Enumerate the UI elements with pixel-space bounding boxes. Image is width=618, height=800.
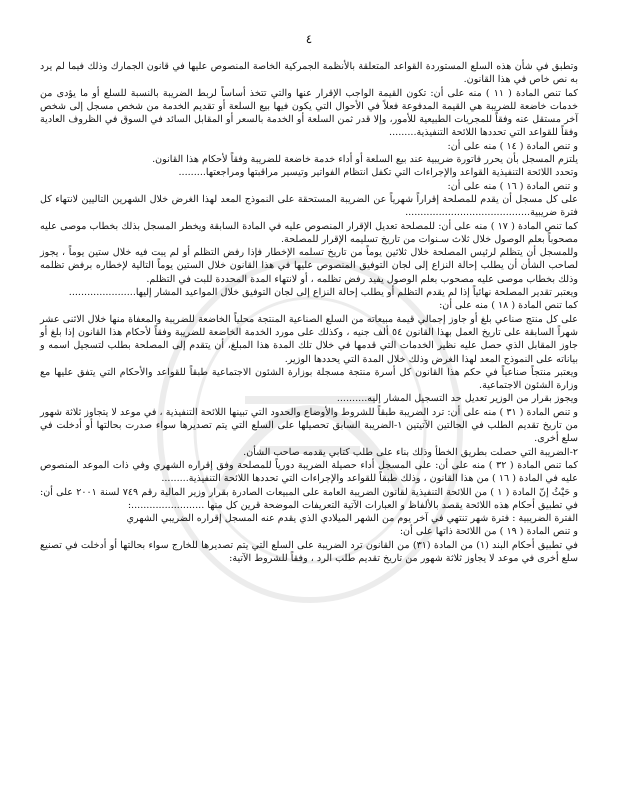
document-body — [40, 60, 578, 565]
paragraph: و تنص المادة ( ٣١ ) منه على أن: ترد الضريبة طبقاً للشروط والأوضاع والحدود التي تبينها اللائحة التنفيذية ، في موعد لا يتجاوز ثلاثة شهور من تاريخ تقديم الطلب في الحالتين الآتيتين ١-الضريبة السابق تحصيلها على السلع التي يتم تصديرها سواء صدرت بحالتها أو أدخلت في سلع أخرى. — [40, 406, 578, 445]
paragraph: وتطبق في شأن هذه السلع المستوردة القواعد المتعلقة بالأنظمة الجمركية الخاصة المنصوص عليها في قانون الجمارك وذلك فيما لم يرد به نص خاص في هذا القانون. — [40, 61, 578, 86]
paragraph: على كل منتج صناعي بلغ أو جاوز إجمالي قيمة مبيعاته من السلع الصناعية المنتجة محلياً الخاضعة للضريبة والمعفاة منها خلال الاثنى عشر شهراً السابقة على تاريخ العمل بهذا القانون ٥٤ ألف جنيه ، وكذلك على مورد الخدمة الخاضعة للضريبة وفقاً لأحكام هذا القانون إذا بلغ أو جاوز المقابل الذي حصل عليه نظير الخدمات التي قدمها في خلال تلك المدة هذا المبلغ، أن يتقدم إلى المصلحة بطلب لتسجيل اسمه و بياناته على النموذج المعد لهذا الغرض وذلك خلال المدة التي يحددها الوزير. — [40, 313, 578, 365]
paragraph: و تنص المادة ( ١٦ ) منه على أن: — [447, 180, 578, 192]
paragraph: الفترة الضريبية : فترة شهر تنتهي في آخر يوم من الشهر الميلادي الذي يقدم عنه المسجل إقراره الضريبي الشهري — [126, 513, 578, 525]
paragraph: كما تنص المادة ( ١٨ ) منه على أن: — [439, 300, 578, 312]
paragraph: و تنص المادة ( ١٩ ) من اللائحة ذاتها على أن: — [399, 526, 578, 538]
paragraph: في تطبيق أحكام البند (١) من المادة (٣١) من القانون ترد الضريبة على السلع التي يتم تصديرها للخارج سواء بحالتها أو أدخلت في تصنيع سلع أخرى في موعد لا يجاوز ثلاثة شهور من تاريخ تقديم طلب الرد ، وفقاً للشروط الآتية: — [40, 539, 578, 564]
paragraph: كما تنص المادة ( ١٧ ) منه على أن: للمصلحة تعديل الإقرار المنصوص عليه في المادة السابقة ويخطر المسجل بذلك بخطاب موصى عليه مصحوباً بعلم الوصول خلال ثلاث سـنوات من تاريخ تسليمه الإقرار للمصلحة. — [40, 220, 578, 245]
paragraph: يلتزم المسجل بأن يحرر فاتورة ضريبية عند بيع السلعة أو أداء خدمة خاضعة للضريبة وفقاً لأحكام هذا القانون. — [152, 154, 578, 166]
paragraph: و حَيْثُ إنّ المادة ( ١ ) من اللائحة التنفيذية لقانون الضريبة العامة على المبيعات الصادرة بقرار وزير المالية رقم ٧٤٩ لسنة ٢٠٠١ على أن: في تطبيق أحكام هذه اللائحة يقصد بالألفاظ و العبارات الآتية التعريفات الموضحة قرين كل منها ........................: — [40, 486, 578, 511]
paragraph: و تنص المادة ( ١٤ ) منه على أن: — [447, 140, 578, 152]
paragraph: ويعتبر تقدير المصلحة نهائياً إذا لم يقدم التظلم أو يطلب إحالة النزاع إلى لجان التوفيق خلال المواعيد المشار إليها...................... — [68, 287, 578, 299]
paragraph: وللمسجل أن يتظلم لرئيس المصلحة خلال ثلاثين يوماً من تاريخ تسلمه الإخطار فإذا رفض التظلم أو لم يبت فيه خلال ستين يوماً ، يجوز لصاحب الشأن أن يطلب إحالة النزاع إلى لجان التوفيق المنصوص عليها في هذا القانون خلال الستين يوماً التالية لإخطاره برفض تظلمه وذلك بخطاب موصى عليه مصحوب بعلم الوصول يفيد رفض تظلمه ، أو لانتهاء المدة المحددة للبت في التظلم. — [40, 247, 578, 285]
paragraph: ويعتبر منتجاً صناعياً في حكم هذا القانون كل أسرة منتجة مسجلة بوزارة الشئون الاجتماعية طبقاً للقواعد والأحكام التي يتفق عليها مع وزارة الشئون الاجتماعية. — [40, 366, 578, 392]
paragraph: وتحدد اللائحة التنفيذية القواعد والإجراءات التي تكفل انتظام الفواتير وتيسير مراقبتها ومراجعتها......... — [178, 167, 578, 179]
paragraph: ويجوز بقرار من الوزير تعديل حد التسجيل المشار إليه.......... — [336, 393, 578, 405]
paragraph: كما تنص المادة ( ١١ ) منه على أن: تكون القيمة الواجب الإقرار عنها والتي تتخذ أساساً لربط الضريبة بالنسبة للسلع أو ما يؤدى من خدمات خاضعة للضريبة هي القيمة المدفوعة فعلاً في الأحوال التي يكون فيها بيع السلعة أو تقديم الخدمة من شخص مسجل إلى شخص آخر مستقل عنه وفقاً للمجريات الطبيعية للأمور، وإلا قدر ثمن السلعة أو الخدمة بالسعر أو المقابل السائد في السوق في الظروف العادية وفقاً للقواعد التي تحددها اللائحة التنفيذية......... — [40, 87, 578, 139]
page-number: ٤ — [305, 32, 313, 46]
paragraph: كما تنص المادة ( ٣٢ ) منه على أن: على المسجل أداء حصيلة الضريبة دورياً للمصلحة وفق إقراره الشهري وفي ذات الموعد المنصوص عليه في المادة ( ١٦ ) من هذا القانون ، وذلك طبقاً للقواعد والإجراءات التي تحددها اللائحة التنفيذية......... — [40, 459, 578, 485]
paragraph: ٢-الضريبة التي حصلت بطريق الخطأ وذلك بناء على طلب كتابي يقدمه صاحب الشأن. — [243, 446, 578, 458]
paragraph: على كل مسجل أن يقدم للمصلحة إقراراً شهرياً عن الضريبة المستحقة على النموذج المعد لهذا الغرض خلال الشهرين التاليين لانتهاء كل فترة ضريبية......................................... — [40, 193, 578, 219]
